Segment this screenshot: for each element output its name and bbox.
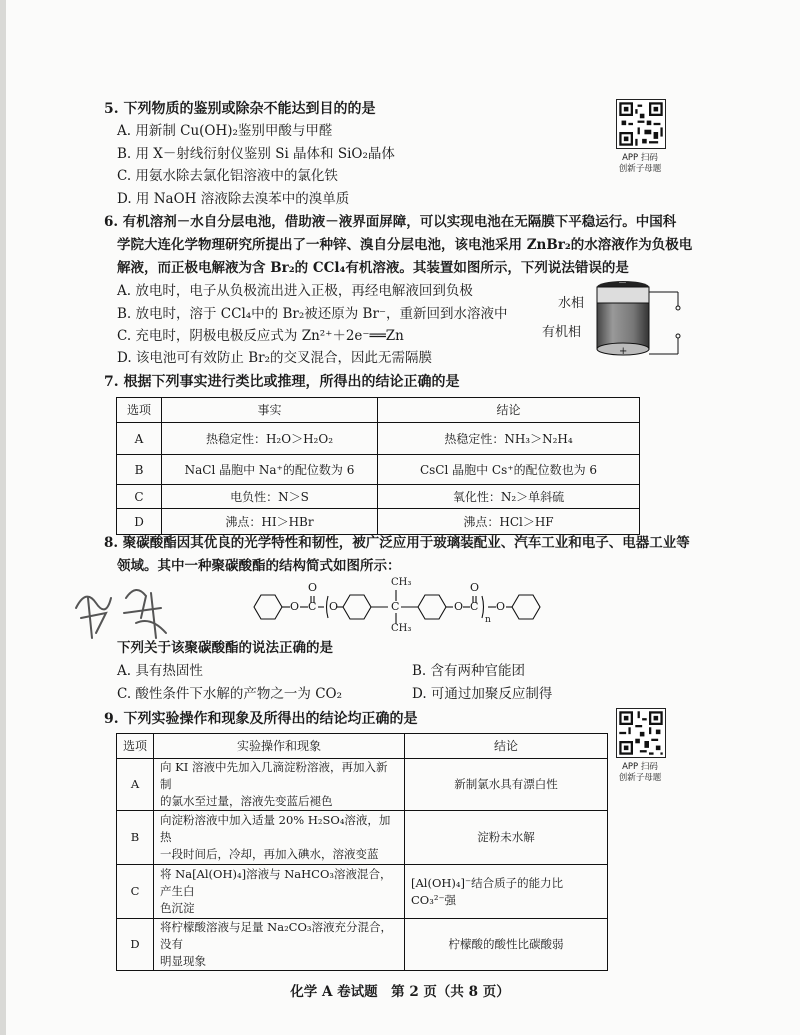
table-cell: A: [117, 759, 154, 811]
table-header: 结论: [378, 398, 640, 423]
question-8-line2: 领域。其中一种聚碳酸酯的结构简式如图所示：: [117, 558, 401, 574]
q9-table: [116, 733, 608, 971]
q5-option-b: B. 用 X－射线衍射仪鉴别 Si 晶体和 SiO₂晶体: [117, 146, 395, 162]
table-header: 事实: [162, 398, 378, 423]
polycarbonate-structure: [248, 576, 548, 636]
cell-line: 将柠檬酸溶液与足量 Na₂CO₃溶液充分混合，没有: [160, 920, 393, 951]
cell-line: 向淀粉溶液中加入适量 20% H₂SO₄溶液，加热: [160, 813, 391, 844]
table-cell: CsCl 晶胞中 Cs⁺的配位数也为 6: [378, 455, 640, 485]
table-row: [117, 423, 640, 455]
table-cell: A: [117, 423, 162, 455]
q5-option-a: A. 用新制 Cu(OH)₂鉴别甲酸与甲醛: [117, 123, 333, 139]
struct-o-top: O: [470, 581, 480, 594]
table-cell: [405, 811, 608, 865]
table-header-row: [117, 734, 608, 759]
table-cell: 沸点：HCl＞HF: [378, 509, 640, 535]
question-5-title: 5. 下列物质的鉴别或除杂不能达到目的的是: [104, 101, 376, 117]
qr-pattern: [617, 709, 665, 757]
struct-ch3-bottom: CH₃: [391, 623, 412, 634]
cell-line: 将 Na[Al(OH)₄]溶液与 NaHCO₃溶液混合，产生白: [160, 867, 392, 898]
struct-ch3-top: CH₃: [391, 577, 412, 588]
table-cell: [405, 759, 608, 811]
table-cell: [154, 811, 405, 865]
q8-option-b: B. 含有两种官能团: [412, 663, 526, 679]
table-cell: NaCl 晶胞中 Na⁺的配位数为 6: [162, 455, 378, 485]
qr-caption-line1: APP 扫码: [622, 153, 658, 163]
table-header: 选项: [117, 398, 162, 423]
q8-option-c: C. 酸性条件下水解的产物之一为 CO₂: [117, 686, 343, 702]
struct-o: O: [454, 600, 464, 613]
qr-caption-top: [600, 153, 680, 175]
cell-line: 的氯水至过量，溶液先变蓝后褪色: [160, 794, 333, 808]
cell-line: 柠檬酸的酸性比碳酸弱: [448, 937, 564, 951]
struct-o: O: [496, 600, 506, 613]
label-water-phase: 水相: [558, 296, 585, 311]
qr-pattern: [617, 100, 665, 148]
table-row: [117, 919, 608, 971]
table-cell: 热稳定性：NH₃＞N₂H₄: [378, 423, 640, 455]
struct-c: C: [308, 600, 317, 613]
battery-figure: [542, 278, 690, 368]
qr-caption-mid: [600, 762, 680, 784]
q6-option-a: A. 放电时，电子从负极流出进入正极，再经电解液回到负极: [117, 283, 473, 299]
question-6-line1: 6. 有机溶剂－水自分层电池，借助液－液界面屏障，可以实现电池在无隔膜下平稳运行。中国科: [104, 214, 677, 230]
battery-minus-sign: －: [618, 279, 628, 289]
qr-caption-line2: 创新子母题: [618, 164, 662, 174]
cell-line: 明显现象: [160, 954, 206, 968]
q5-option-d: D. 用 NaOH 溶液除去溴苯中的溴单质: [117, 191, 350, 207]
label-organic-phase: 有机相: [542, 325, 582, 340]
cell-line: 色沉淀: [160, 901, 195, 915]
table-cell: [154, 759, 405, 811]
struct-c-center: C: [391, 600, 400, 613]
table-header: 结论: [405, 734, 608, 759]
table-cell: [405, 865, 608, 919]
table-cell: B: [117, 811, 154, 865]
question-9-title: 9. 下列实验操作和现象及所得出的结论均正确的是: [104, 711, 418, 727]
table-header-row: [117, 398, 640, 423]
question-8-subtitle: 下列关于该聚碳酸酯的说法正确的是: [117, 640, 333, 656]
battery-plus-sign: +: [619, 346, 628, 357]
table-cell: 氧化性：N₂＞单斜硫: [378, 485, 640, 509]
question-6-line3: 解液，而正极电解液为含 Br₂的 CCl₄有机溶液。其装置如图所示，下列说法错误的是: [117, 260, 629, 276]
table-row: [117, 509, 640, 535]
struct-subscript-n: n: [485, 615, 491, 625]
qr-code-icon[interactable]: [616, 99, 666, 149]
table-header: 实验操作和现象: [154, 734, 405, 759]
struct-o: O: [329, 600, 339, 613]
qr-code-icon[interactable]: [616, 708, 666, 758]
table-cell: [154, 865, 405, 919]
table-cell: B: [117, 455, 162, 485]
table-cell: C: [117, 865, 154, 919]
table-row: [117, 811, 608, 865]
handwriting-scribble-icon: [66, 578, 216, 648]
table-row: [117, 865, 608, 919]
table-cell: C: [117, 485, 162, 509]
table-row: [117, 485, 640, 509]
table-cell: D: [117, 509, 162, 535]
q5-option-c: C. 用氨水除去氯化铝溶液中的氯化铁: [117, 168, 338, 184]
table-header: 选项: [117, 734, 154, 759]
cell-line: 一段时间后，冷却，再加入碘水，溶液变蓝: [160, 847, 379, 861]
q6-option-c: C. 充电时，阴极电极反应式为 Zn²⁺＋2e⁻══Zn: [117, 328, 404, 344]
cell-line: 向 KI 溶液中先加入几滴淀粉溶液，再加入新制: [160, 760, 388, 791]
table-cell: [154, 919, 405, 971]
table-row: [117, 759, 608, 811]
cell-line: 淀粉未水解: [477, 830, 535, 844]
question-8-line1: 8. 聚碳酸酯因其优良的光学特性和韧性，被广泛应用于玻璃装配业、汽车工业和电子、电器工业等: [104, 535, 690, 551]
table-cell: D: [117, 919, 154, 971]
scan-edge: [0, 0, 6, 1035]
cell-line: [Al(OH)₄]⁻结合质子的能力比: [411, 875, 564, 890]
table-cell: 热稳定性：H₂O＞H₂O₂: [162, 423, 378, 455]
table-cell: 电负性：N＞S: [162, 485, 378, 509]
question-7-title: 7. 根据下列事实进行类比或推理，所得出的结论正确的是: [104, 374, 460, 390]
page-footer: 化学 A 卷试题 第 2 页（共 8 页）: [290, 984, 510, 1000]
table-row: [117, 455, 640, 485]
struct-o: O: [290, 600, 300, 613]
question-6-line2: 学院大连化学物理研究所提出了一种锌、溴自分层电池，该电池采用 ZnBr₂的水溶液作为负极电: [117, 237, 693, 253]
q8-option-a: A. 具有热固性: [117, 663, 203, 679]
struct-c: C: [470, 600, 479, 613]
q6-option-d: D. 该电池可有效防止 Br₂的交叉混合，因此无需隔膜: [117, 350, 433, 366]
table-cell: [405, 919, 608, 971]
cell-line: CO₃²⁻强: [411, 892, 457, 907]
table-cell: 沸点：HI＞HBr: [162, 509, 378, 535]
struct-o-top: O: [308, 581, 318, 594]
q6-option-b: B. 放电时，溶于 CCl₄中的 Br₂被还原为 Br⁻，重新回到水溶液中: [117, 306, 508, 322]
qr-caption-line1: APP 扫码: [622, 762, 658, 772]
q7-table: [116, 397, 640, 535]
qr-caption-line2: 创新子母题: [618, 773, 662, 783]
q8-option-d: D. 可通过加聚反应制得: [412, 686, 553, 702]
cell-line: 新制氯水具有漂白性: [454, 777, 558, 791]
